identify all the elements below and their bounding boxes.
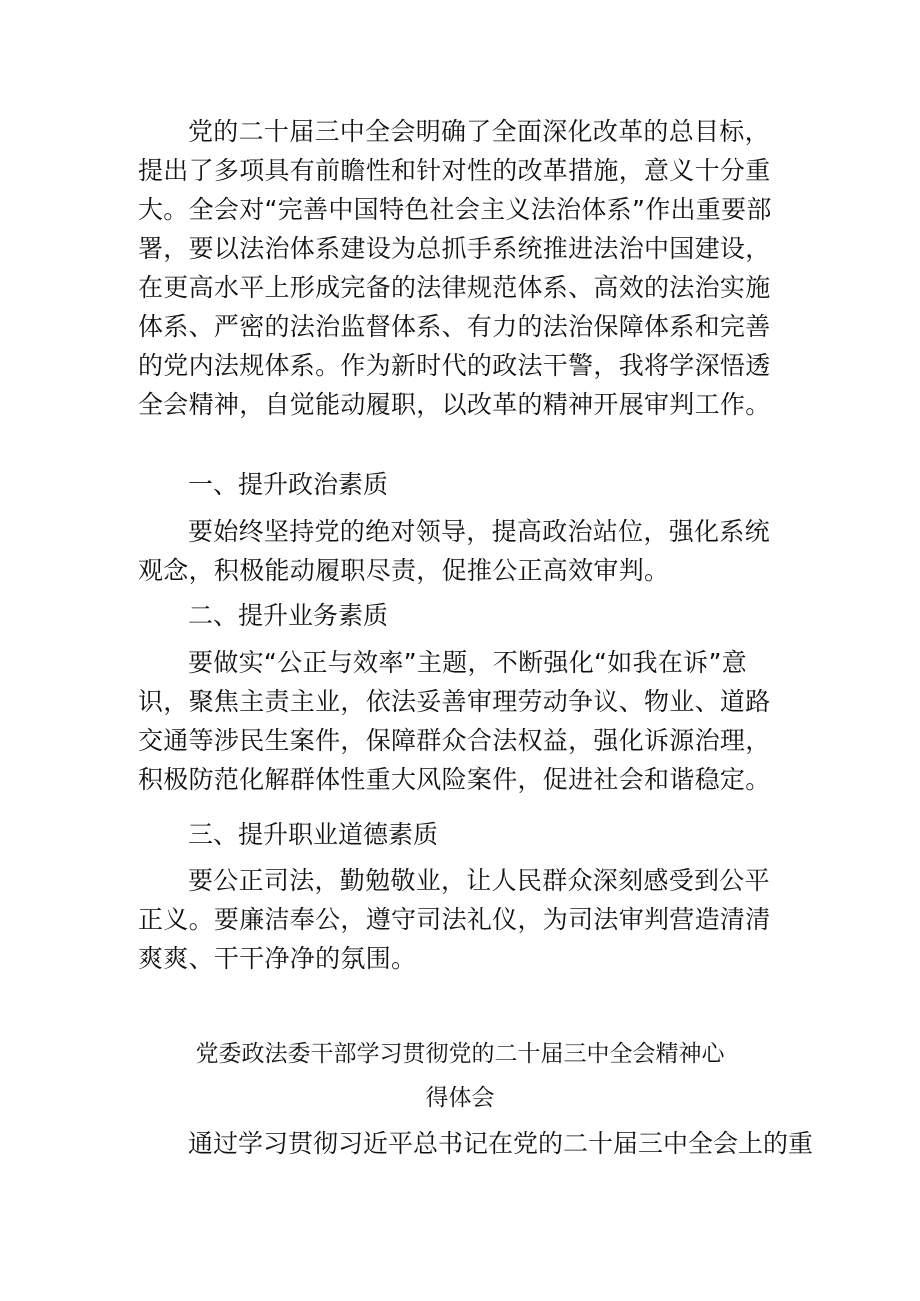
section-heading-political: 一、提升政治素质 [188,470,389,499]
next-article-title-line1: 党委政法委干部学习贯彻党的二十届三中全会精神心 [195,1041,725,1067]
next-article-first-line: 通过学习贯彻习近平总书记在党的二十届三中全会上的重 [188,1129,814,1158]
next-article-title-line2: 得体会 [425,1085,495,1111]
section-body-political: 要始终坚持党的绝对领导，提高政治站位，强化系统观念，积极能动履职尽责，促推公正高效审判。 [138,517,770,585]
intro-paragraph: 党的二十届三中全会明确了全面深化改革的总目标，提出了多项具有前瞻性和针对性的改革措施，意义十分重大。全会对“完善中国特色社会主义法治体系”作出重要部署，要以法治体系建设为总抓手系统推进法治中国建设，在更高水平上形成完备的法律规范体系、高效的法治实施体系、严密的法治监督体系、有力的法治保障体系和完善的党内法规体系。作为新时代的政法干警，我将学深悟透全会精神，自觉能动履职，以改革的精神开展审判工作。 [138,117,772,419]
section-body-ethics: 要公正司法，勤勉敬业，让人民群众深刻感受到公平正义。要廉洁奉公，遵守司法礼仪，为司法审判营造清清爽爽、干干净净的氛围。 [138,866,771,973]
section-heading-ethics: 三、提升职业道德素质 [188,820,439,849]
section-heading-business: 二、提升业务素质 [188,601,389,630]
section-body-business: 要做实“公正与效率”主题，不断强化“如我在诉”意识，聚焦主责主业，依法妥善审理劳动争议、物业、道路交通等涉民生案件，保障群众合法权益，强化诉源治理，积极防范化解群体性重大风险案件，促进社会和谐稳定。 [138,648,771,794]
